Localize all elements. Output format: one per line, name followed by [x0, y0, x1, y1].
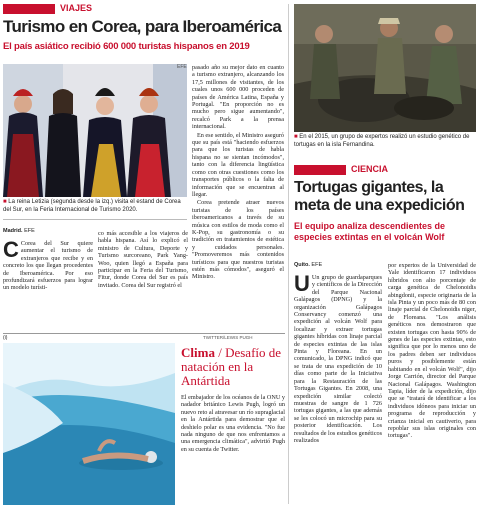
caption-text-right: En el 2015, un grupo de expertos realizó un estudio genético de tortugas en la isla Fernandina.	[294, 134, 470, 148]
right-col1-text: Un grupo de guardaparques y científicos de la Dirección del Parque Nacional Galápagos (DPNG) y la organización Galápagos Conservancy comenzó una expedición al volcán Wolf para localizar y extraer tortugas gigantes híbridas con linaje parcial de especies extintas de las islas Pinta y Floreana. En un comunicado, la DPNG indicó que se trata de una expedición de 10 días como parte de la Iniciativa para la Restauración de las Tortugas Gigantes. En 2008, una expedición similar colectó muestras de sangre de 1 726 tortugas gigantes, a las que además se les colocó un microchip para su posterior identificación. Los resultados de los estudios genéticos realizados	[294, 274, 382, 444]
drop-cap-right: U	[294, 274, 310, 296]
clima-body-text: El embajador de los océanos de la ONU y nadador británico Lewis Pugh, logró un nuevo reto al atravesar un río supraglacial en la Antártida para demostrar que el deshielo polar es una evidencia. "No fue nada ninguno de que nos enfrentamos a una emergencia climática", advirtió Pugh en su cuenta de Twitter.	[181, 394, 285, 453]
caption-marker-right: ■	[294, 134, 300, 140]
clima-box	[3, 333, 285, 507]
photo-caption-right	[294, 134, 476, 149]
caption-marker: ■	[3, 199, 9, 205]
article-col-1	[3, 240, 93, 328]
divider	[3, 219, 187, 220]
photo-korea-booth	[3, 64, 187, 197]
section-label-right: CIENCIA	[351, 164, 389, 174]
subhead-right: El equipo analiza descendientes de especies extintas en el volcán Wolf	[294, 221, 446, 242]
article-col-2	[192, 64, 284, 332]
article-col-1b	[98, 230, 188, 328]
headline-right: Tortugas gigantes, la meta de una expedición	[294, 179, 465, 214]
column-divider	[288, 4, 289, 504]
caption-text: La reina Letizia (segunda desde la izq.) visita el estand de Corea del Sur, en la Feria Internacional de Turismo 2020.	[3, 199, 181, 213]
col2-p3: Corea pretende atraer nuevos turistas de los países iberoamericanos a través de su música con estilos de moda como el K-Pop, su gastronomía o su tradición en tratamientos de estética y cuidados personales. "Promoveremos más contenidos turísticos para que nuestros turistas estén más cómodos", aseguró el Ministro.	[192, 199, 284, 281]
col2-p1: pasado año su mejor dato en cuanto a turismo extranjero, alcanzando los 17,5 millones de visitantes, de los cuales unos 600 000 proceden de países de América Latina, España y Portugal. "En proporción no es mucho pero sigue aumentando", recalcó Park a la prensa internacional.	[192, 64, 284, 131]
byline-place-right: Quito.	[294, 262, 310, 268]
photo-caption	[3, 199, 187, 214]
clima-heading	[181, 346, 285, 388]
drop-cap: C	[3, 240, 19, 262]
col1-text: Corea del Sur quiere aumentar el turismo de extranjeros que recibe y en concreto los que llegan procedentes de Iberoamérica. Por eso profundizará esfuerzos para lograr un modelo turísti-	[3, 240, 93, 292]
clima-slash: /	[214, 345, 226, 360]
col1b-text: co más accesible a los viajeros de habla hispana. Así lo explicó el ministro de Cultura, Deporte y Turismo surcoreano, Park Yang-Woo, quien llegó a España para participar en la Feria del Turismo, Fitur, donde Corea del Sur es país invitado. Corea del Sur registró el	[98, 230, 188, 289]
photo-swimmer	[3, 343, 175, 505]
byline-right	[294, 262, 322, 268]
photo-turtle-experts	[294, 4, 476, 132]
clima-body	[181, 394, 285, 504]
article-right-col-1	[294, 274, 382, 504]
photo-credit: EFE	[177, 64, 187, 70]
headline: Turismo en Corea, para Iberoamérica	[3, 17, 282, 36]
clima-headline: Desafío de natación en la Antártida	[181, 345, 282, 388]
byline-agency-right: EFE	[311, 262, 323, 268]
article-right-col-2	[388, 262, 476, 504]
right-col2-text: por expertos de la Universidad de Yale identificaron 17 individuos híbridos con alto porcentaje de carga genética de Chelonoidis abingdonii, especie originaria de la isla Pinta y un poco más de 80 con linaje parcial de Chelonoidis niger, de Floreana. "Los análisis genéticos nos demostraron que existen tortugas con hasta 90% de genes de las especies extintas, esto significa que por lo menos uno de los padres deben ser individuos puros y posiblemente están habitando en el volcán Wolf", dijo Jorge Carrión, director del Parque Nacional Galápagos. Washington Tapia, líder de la expedición, dijo que se "tratará de identificar a los individuos idóneos para iniciar un programa de reproducción y crianza inicial en cautiverio, para repoblar sus islas originales con tortugas".	[388, 262, 476, 440]
byline	[3, 228, 35, 234]
col2-p2: En ese sentido, el Ministro aseguró que su país está "haciendo esfuerzos para que los turistas de habla hispana no se sientan incómodos", tanto con la diferencia lingüística como con otras cuestiones como los transportes públicos o la falta de información que se encuentran al llegar.	[192, 131, 284, 198]
clima-tag: Clima	[181, 345, 215, 360]
section-bar-right	[294, 165, 346, 175]
section-bar	[3, 4, 55, 14]
byline-agency: EFE	[24, 228, 35, 234]
subhead: El país asiático recibió 600 000 turistas hispanos en 2019	[3, 41, 250, 52]
clima-photo-credit: TWITTER/LEWIS PUGH	[203, 335, 253, 340]
corner-mark: (i)	[3, 335, 8, 341]
byline-place: Madrid.	[3, 228, 23, 234]
section-label: VIAJES	[60, 3, 93, 13]
